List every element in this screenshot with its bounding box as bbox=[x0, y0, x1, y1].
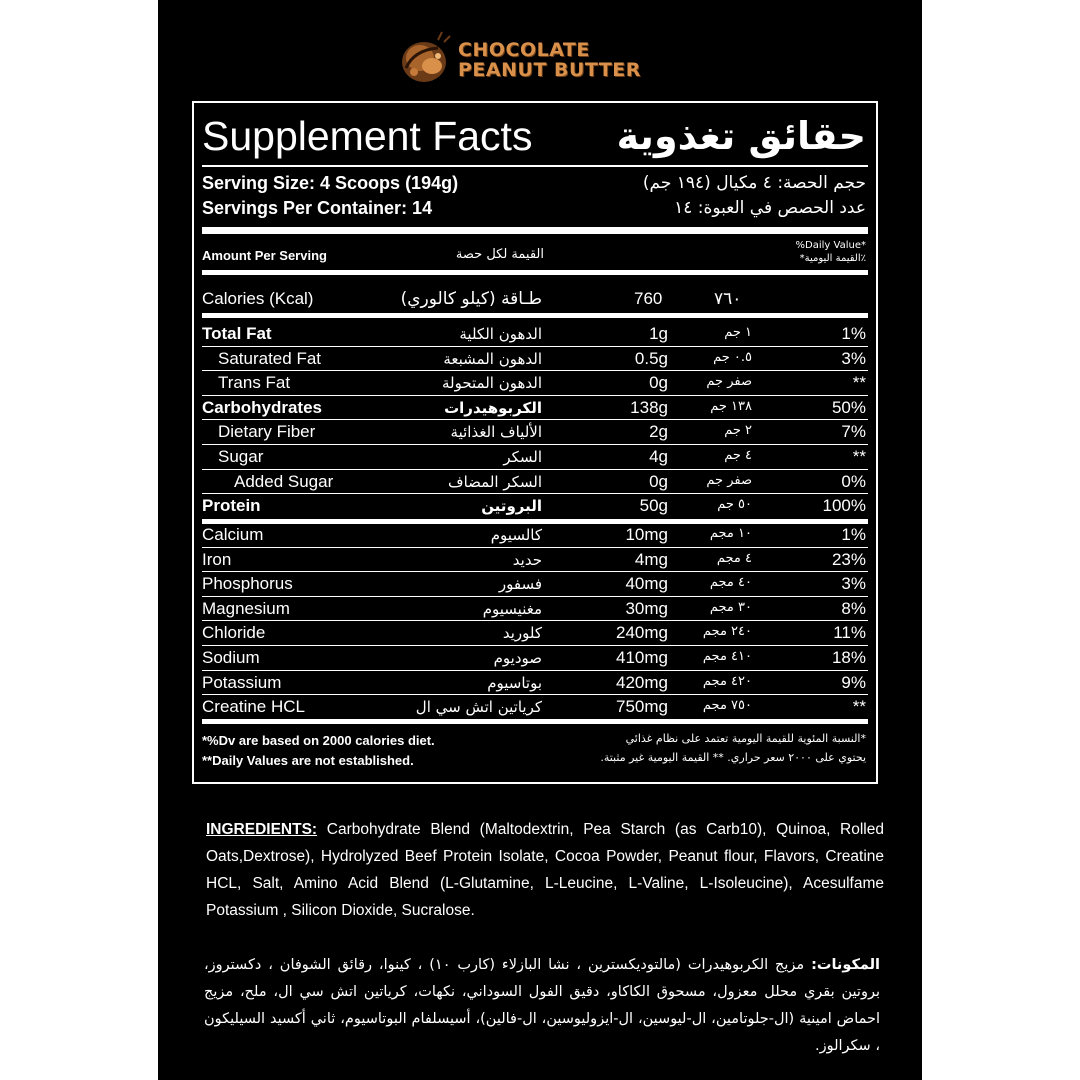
thick-divider bbox=[202, 313, 868, 318]
ingredients-label-en: INGREDIENTS: bbox=[206, 821, 318, 838]
mineral-name-ar: كلوريد bbox=[502, 624, 542, 643]
mineral-amount: 4mg bbox=[634, 549, 668, 569]
nutrient-amount-ar: ٤ جم bbox=[724, 447, 752, 463]
calories-label-en: Calories (Kcal) bbox=[202, 289, 314, 308]
nutrient-amount: 2g bbox=[649, 422, 668, 442]
nutrient-name-en: Added Sugar bbox=[234, 471, 334, 491]
nutrient-name-en: Trans Fat bbox=[218, 373, 291, 393]
facts-title-en: Supplement Facts bbox=[202, 113, 533, 159]
mineral-name-ar: فسفور bbox=[498, 575, 542, 594]
nutrient-row bbox=[194, 396, 876, 421]
servings-per-container-ar: عدد الحصص في العبوة: ١٤ bbox=[674, 198, 866, 218]
footnotes-ar bbox=[600, 729, 866, 767]
footnote-en-1: *%Dv are based on 2000 calories diet. bbox=[202, 733, 435, 748]
nutrient-amount-ar: ٢ جم bbox=[724, 423, 752, 439]
nutrient-name-ar: السكر المضاف bbox=[448, 472, 542, 491]
mineral-amount: 410mg bbox=[616, 647, 668, 667]
mineral-name-en: Calcium bbox=[202, 525, 264, 544]
ingredients-label-ar: المكونات: bbox=[811, 957, 881, 973]
nutrient-name-ar: السكر bbox=[503, 447, 542, 466]
mineral-row bbox=[194, 548, 876, 573]
nutrient-daily-value: 50% bbox=[831, 397, 866, 417]
mineral-amount-ar: ٤٠ مجم bbox=[709, 575, 752, 591]
nutrient-name-en: Dietary Fiber bbox=[218, 422, 316, 442]
mineral-name-en: Sodium bbox=[202, 647, 260, 667]
brand-line-1: CHOCOLATE bbox=[458, 39, 590, 61]
thick-divider bbox=[202, 719, 868, 724]
mineral-row bbox=[194, 572, 876, 597]
nutrient-daily-value: 100% bbox=[822, 496, 866, 516]
mineral-name-en: Magnesium bbox=[202, 598, 290, 618]
calories-amount-ar: ٧٦٠ bbox=[714, 289, 742, 309]
nutrient-daily-value: ** bbox=[852, 446, 866, 466]
brand bbox=[394, 24, 694, 94]
chocolate-peanut-icon bbox=[394, 28, 454, 88]
daily-value-header bbox=[796, 239, 866, 265]
thick-divider bbox=[202, 227, 868, 234]
nutrient-amount-ar: ٥٠ جم bbox=[717, 497, 752, 513]
mineral-daily-value: 3% bbox=[841, 574, 866, 594]
brand-name bbox=[458, 40, 641, 80]
ingredients-text-ar: مزيج الكربوهيدرات (مالتوديكسترين ، نشا البازلاء (كارب ١٠) ، كينوا، رقائق الشوفان ، دكستروز، بروتين بقري محلل معزول، مسحوق الكاكاو، دقيق الفول السوداني، نكهات، كرياتين اتش سي ال، ملح، مزيج احماض امينية (ال-جلوتامين، ال-ليوسين، ال-ايزوليوسين، ال-فالين)، أسيسلفام البوتاسيوم، ثاني أكسيد السيليكون ، سكرالوز. bbox=[204, 957, 880, 1054]
mineral-amount: 30mg bbox=[625, 598, 668, 618]
serving-size-en: Serving Size: 4 Scoops (194g) bbox=[202, 173, 459, 193]
mineral-amount: 40mg bbox=[625, 574, 668, 594]
nutrient-rows bbox=[194, 322, 876, 519]
mineral-amount: 240mg bbox=[616, 623, 668, 643]
mineral-row bbox=[194, 523, 876, 548]
ingredients-ar bbox=[204, 952, 880, 1060]
mineral-row bbox=[194, 621, 876, 646]
nutrient-daily-value: 0% bbox=[841, 471, 866, 491]
nutrient-name-ar: الدهون الكلية bbox=[459, 325, 542, 343]
nutrient-name-en: Carbohydrates bbox=[202, 397, 322, 417]
mineral-daily-value: 9% bbox=[841, 672, 866, 692]
mineral-daily-value: ** bbox=[852, 697, 866, 717]
mineral-amount: 420mg bbox=[616, 672, 668, 692]
mineral-name-en: Iron bbox=[202, 549, 232, 569]
nutrient-amount-ar: ٠.٥ جم bbox=[713, 349, 752, 365]
mineral-daily-value: 1% bbox=[841, 525, 866, 544]
mineral-row bbox=[194, 671, 876, 696]
nutrient-name-ar: الدهون المتحولة bbox=[441, 374, 542, 393]
nutrient-name-en: Sugar bbox=[218, 446, 264, 466]
mineral-daily-value: 23% bbox=[831, 549, 866, 569]
nutrient-amount: 0.5g bbox=[634, 348, 668, 368]
nutrient-row bbox=[194, 371, 876, 396]
footnotes-en bbox=[202, 731, 435, 771]
mineral-amount-ar: ٧٥٠ مجم bbox=[702, 698, 752, 714]
nutrient-name-ar: الدهون المشبعة bbox=[443, 349, 542, 368]
nutrient-daily-value: 7% bbox=[841, 422, 866, 442]
mineral-amount: 10mg bbox=[625, 525, 668, 544]
mineral-name-en: Phosphorus bbox=[202, 574, 293, 594]
nutrient-amount: 138g bbox=[630, 397, 668, 417]
mineral-name-ar: مغنيسيوم bbox=[482, 599, 542, 618]
calories-row bbox=[194, 287, 876, 311]
mineral-name-en: Chloride bbox=[202, 623, 266, 643]
nutrient-row bbox=[194, 470, 876, 495]
mineral-name-en: Creatine HCL bbox=[202, 697, 305, 717]
nutrient-name-en: Saturated Fat bbox=[218, 348, 322, 368]
serving-size-ar: حجم الحصة: ٤ مكيال (١٩٤ جم) bbox=[642, 173, 866, 193]
nutrient-name-ar: البروتين bbox=[481, 497, 542, 516]
mineral-amount-ar: ٤١٠ مجم bbox=[702, 648, 752, 664]
brand-line-2: PEANUT BUTTER bbox=[458, 59, 641, 81]
amount-per-serving-en: Amount Per Serving bbox=[202, 248, 327, 263]
mineral-amount: 750mg bbox=[616, 697, 668, 717]
nutrient-amount: 4g bbox=[649, 446, 668, 466]
nutrient-name-ar: الألياف الغذائية bbox=[450, 423, 542, 442]
daily-value-ar: *القيمة اليومية٪ bbox=[799, 253, 866, 264]
footnote-ar-1: *النسبة المئوية للقيمة اليومية تعتمد على نظام غذائي bbox=[625, 732, 866, 745]
mineral-row bbox=[194, 695, 876, 720]
nutrient-amount: 50g bbox=[639, 496, 668, 516]
amount-per-serving-ar: القيمة لكل حصة bbox=[455, 247, 544, 262]
mineral-row bbox=[194, 597, 876, 622]
calories-amount: 760 bbox=[634, 289, 663, 308]
nutrient-amount-ar: ١ جم bbox=[724, 325, 752, 340]
mineral-daily-value: 8% bbox=[841, 598, 866, 618]
nutrient-name-en: Protein bbox=[202, 496, 261, 516]
nutrient-daily-value: 3% bbox=[841, 348, 866, 368]
mineral-daily-value: 11% bbox=[833, 623, 866, 643]
nutrient-amount: 0g bbox=[649, 471, 668, 491]
mineral-amount-ar: ٣٠ مجم bbox=[709, 599, 752, 615]
nutrient-amount: 1g bbox=[649, 324, 668, 343]
facts-title-ar: حقائق تغذوية bbox=[616, 114, 866, 158]
nutrient-name-en: Total Fat bbox=[202, 324, 272, 343]
label-panel bbox=[158, 0, 922, 1080]
mineral-name-ar: كالسيوم bbox=[490, 526, 542, 544]
divider bbox=[202, 165, 868, 167]
calories-label-ar: طـاقة (كيلو كالوري) bbox=[400, 289, 542, 309]
servings-per-container-en: Servings Per Container: 14 bbox=[202, 198, 433, 218]
nutrient-amount-ar: صفر جم bbox=[706, 374, 752, 390]
mineral-name-ar: بوتاسيوم bbox=[487, 673, 542, 692]
nutrient-daily-value: ** bbox=[852, 373, 866, 393]
nutrient-amount-ar: ١٣٨ جم bbox=[710, 398, 752, 414]
mineral-daily-value: 18% bbox=[831, 647, 866, 667]
mineral-row bbox=[194, 646, 876, 671]
mineral-rows bbox=[194, 523, 876, 720]
nutrient-row bbox=[194, 420, 876, 445]
thick-divider bbox=[202, 270, 868, 275]
supplement-facts-box bbox=[192, 101, 878, 784]
nutrient-name-ar: الكربوهيدرات bbox=[444, 398, 542, 417]
mineral-amount-ar: ١٠ مجم bbox=[709, 526, 752, 541]
nutrient-row bbox=[194, 347, 876, 372]
mineral-amount-ar: ٤ مجم bbox=[716, 550, 752, 566]
nutrient-amount: 0g bbox=[649, 373, 668, 393]
nutrient-daily-value: 1% bbox=[841, 324, 866, 343]
ingredients-text-en: Carbohydrate Blend (Maltodextrin, Pea Starch (as Carb10), Quinoa, Rolled Oats,Dextrose), Hydrolyzed Beef Protein Isolate, Cocoa Powder, Peanut flour, Flavors, Creatine HCL, Salt, Amino Acid Blend (L-Glutamine, L-Leucine, L-Valine, L-Isoleucine), Acesulfame Potassium , Silicon Dioxide, Sucralose. bbox=[206, 821, 884, 919]
mineral-name-ar: كرياتين اتش سي ال bbox=[415, 698, 542, 717]
nutrient-row bbox=[194, 494, 876, 519]
mineral-name-ar: صوديوم bbox=[493, 648, 542, 667]
nutrient-row bbox=[194, 322, 876, 347]
footnote-en-2: **Daily Values are not established. bbox=[202, 753, 414, 768]
mineral-name-ar: حديد bbox=[512, 550, 542, 569]
mineral-name-en: Potassium bbox=[202, 672, 282, 692]
nutrient-row bbox=[194, 445, 876, 470]
mineral-amount-ar: ٤٢٠ مجم bbox=[702, 673, 752, 689]
mineral-amount-ar: ٢٤٠ مجم bbox=[702, 624, 752, 640]
nutrient-amount-ar: صفر جم bbox=[706, 472, 752, 488]
ingredients-en bbox=[206, 816, 884, 924]
daily-value-en: %Daily Value* bbox=[795, 240, 866, 251]
footnote-ar-2: يحتوي على ٢٠٠٠ سعر حراري. ** القيمة اليومية غير مثبتة. bbox=[600, 751, 866, 764]
